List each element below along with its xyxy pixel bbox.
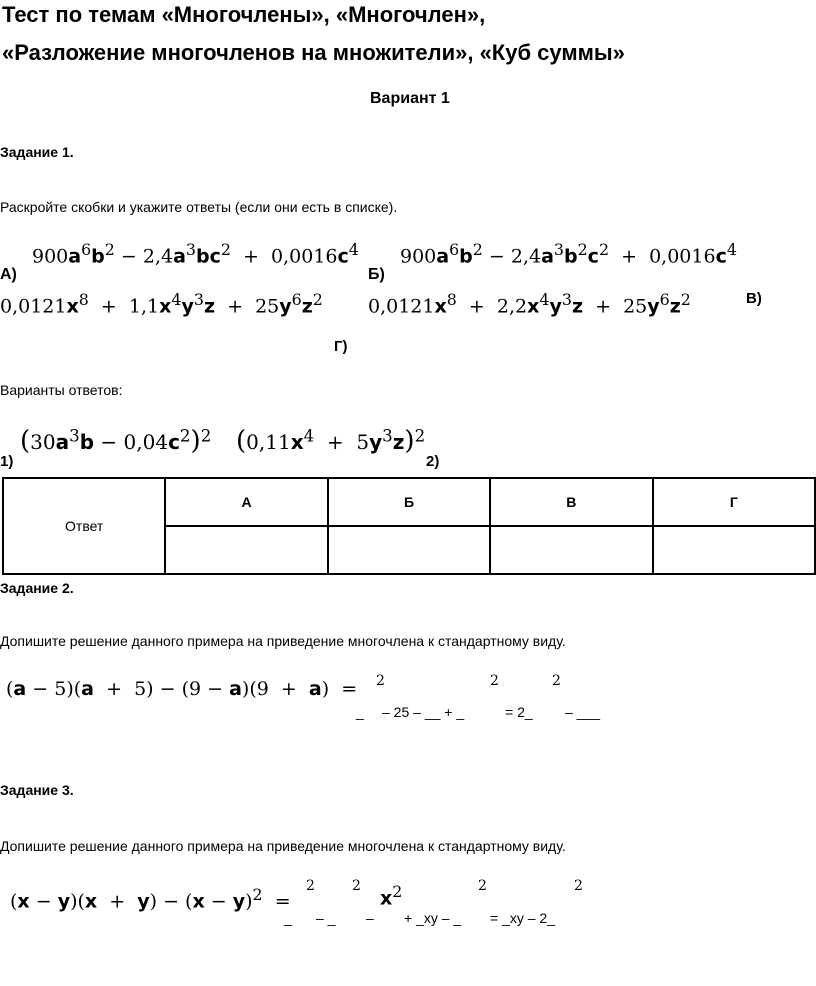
answers-label: Варианты ответов:: [0, 382, 123, 398]
task2-fill-4[interactable]: – ___: [565, 704, 601, 720]
task2-label: Задание 2.: [0, 580, 74, 596]
option-g-expression: $0,0121x^8 + 2,2x^4y^3z + 25y^6z^2$: [368, 290, 691, 318]
answer-cell-v[interactable]: [490, 526, 652, 574]
task2-sup-3: 2: [552, 673, 561, 689]
answer-header-g: Г: [653, 478, 815, 526]
option-a-expression-line1: $900a^6b^2 - 2,4a^3bc^2 + 0,0016c^4$: [32, 240, 359, 268]
answer-1-expression: $(30a^3b - 0,04c^2)^2$: [20, 426, 212, 456]
answer-header-a: А: [165, 478, 327, 526]
task1-instruction: Раскройте скобки и укажите ответы (если они есть в списке).: [0, 199, 398, 215]
task3-fill-3[interactable]: –: [366, 910, 374, 926]
task3-fill-5[interactable]: = _xy – 2_: [490, 910, 555, 926]
task3-expression: $(x - y)(x + y) - (x - y)^2$ =: [10, 885, 291, 913]
option-b-expression-line1: $900a^6b^2 - 2,4a^3b^2c^2 + 0,0016c^4$: [400, 240, 737, 268]
answer-cell-g[interactable]: [653, 526, 815, 574]
task3-instruction: Допишите решение данного примера на приведение многочлена к стандартному виду.: [0, 838, 566, 854]
option-g-label: Г): [334, 338, 348, 355]
task3-sup-2: 2: [352, 878, 361, 894]
answer-cell-a[interactable]: [165, 526, 327, 574]
task2-expression: (a − 5)(a + 5) − (9 − a)(9 + a) =: [6, 678, 358, 700]
option-v-label: В): [746, 290, 762, 307]
option-b-label: Б): [368, 266, 385, 283]
task3-x-squared: $x^2$: [380, 882, 403, 910]
task2-fill-1[interactable]: _: [356, 704, 364, 720]
answer-row-label: Ответ: [3, 478, 165, 574]
task2-fill-3[interactable]: = 2_: [505, 704, 533, 720]
task3-fill-2[interactable]: – _: [316, 910, 336, 926]
task3-sup-1: 2: [306, 878, 315, 894]
answer-1-label: 1): [0, 453, 14, 470]
task2-sup-2: 2: [490, 673, 499, 689]
page-title-line2: «Разложение многочленов на множители», «Куб суммы»: [2, 40, 625, 65]
page-title-line1: Тест по темам «Многочлены», «Многочлен»,: [2, 2, 486, 27]
answer-table: [2, 477, 816, 575]
task2-fill-2[interactable]: – 25 – __ + _: [382, 704, 465, 720]
task1-label: Задание 1.: [0, 144, 74, 160]
option-v-expression: $0,0121x^8 + 1,1x^4y^3z + 25y^6z^2$: [0, 290, 323, 318]
task2-sup-1: 2: [376, 673, 385, 689]
answer-cell-b[interactable]: [328, 526, 490, 574]
task3-sup-3: 2: [478, 878, 487, 894]
task3-label: Задание 3.: [0, 782, 74, 798]
task3-sup-4: 2: [574, 878, 583, 894]
answer-2-expression: $(0,11x^4 + 5y^3z)^2$: [236, 426, 426, 456]
answer-2-label: 2): [426, 453, 440, 470]
answer-header-b: Б: [328, 478, 490, 526]
option-a-label: А): [0, 266, 17, 283]
answer-header-v: В: [490, 478, 652, 526]
task2-instruction: Допишите решение данного примера на приведение многочлена к стандартному виду.: [0, 633, 566, 649]
task3-fill-1[interactable]: _: [284, 910, 292, 926]
task3-fill-4[interactable]: + _xy – _: [404, 910, 462, 926]
variant-title: Вариант 1: [370, 90, 450, 107]
